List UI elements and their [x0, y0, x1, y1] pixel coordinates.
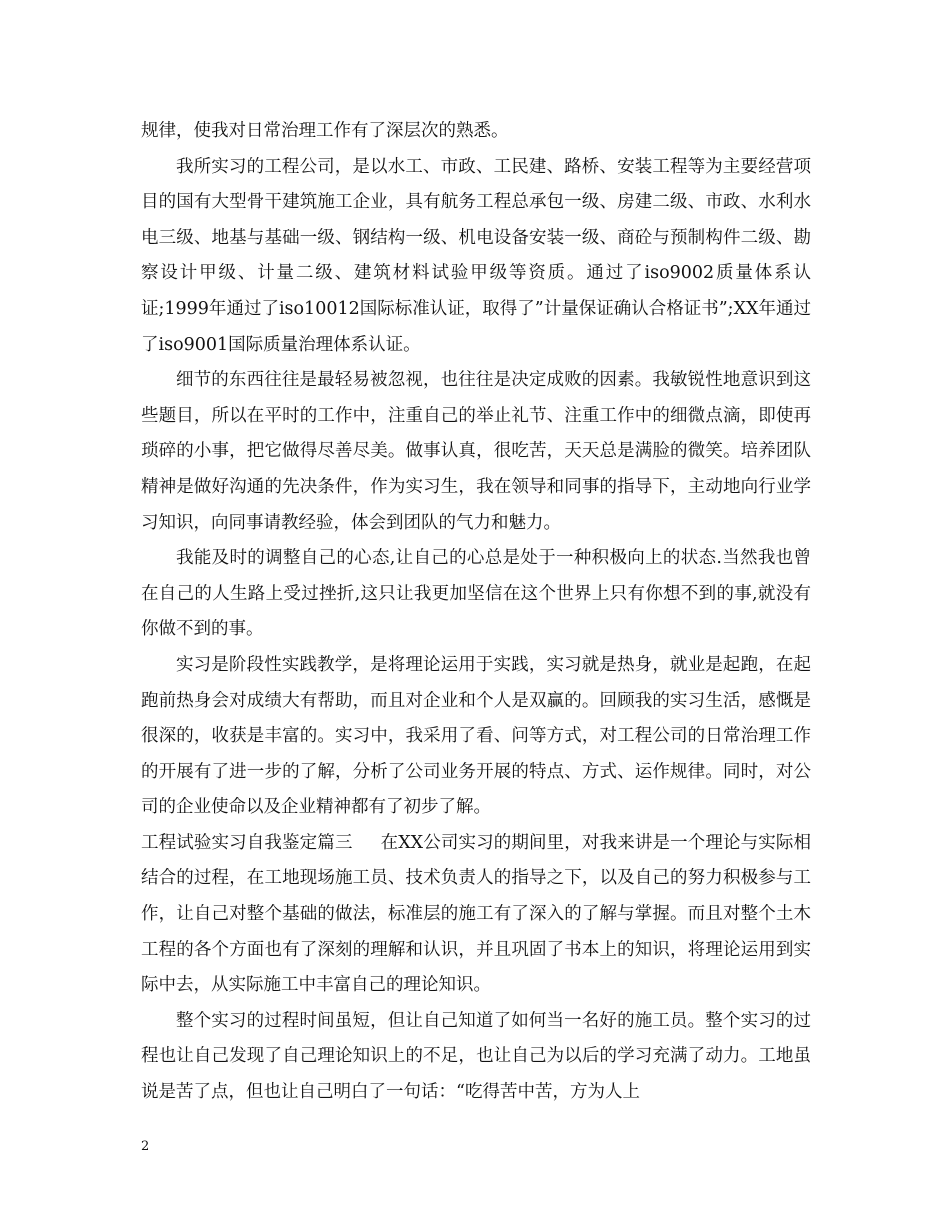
paragraph-attitude: 我能及时的调整自己的心态,让自己的心总是处于一种积极向上的状态.当然我也曾在自己的人生路上受过挫折,这只让我更加坚信在这个世界上只有你想不到的事,就没有你做不到的事。	[141, 548, 811, 640]
paragraph-section-three	[141, 826, 811, 1004]
document-body	[141, 114, 811, 1111]
paragraph-closing: 整个实习的过程时间虽短，但让自己知道了如何当一名好的施工员。整个实习的过程也让自己发现了自己理论知识上的不足，也让自己为以后的学习充满了动力。工地虽说是苦了点，但也让自己明白了一句话：“吃得苦中苦，方为人上	[141, 1010, 811, 1103]
section-body-text: 在XX公司实习的期间里，对我来讲是一个理论与实际相结合的过程，在工地现场施工员、技术负责人的指导之下，以及自己的努力积极参与工作，让自己对整个基础的做法，标准层的施工有了深入的了解与掌握。而且对整个土木工程的各个方面也有了深刻的理解和认识，并且巩固了书本上的知识，将理论运用到实际中去，从实际施工中丰富自己的理论知识。	[141, 832, 812, 996]
paragraph-company-profile: 我所实习的工程公司，是以水工、市政、工民建、路桥、安装工程等为主要经营项目的国有大型骨干建筑施工企业，具有航务工程总承包一级、房建二级、市政、水利水电三级、地基与基础一级、钢结构一级、机电设备安装一级、商砼与预制构件二级、勘察设计甲级、计量二级、建筑材料试验甲级等资质。通过了iso9002质量体系认证;1999年通过了iso10012国际标准认证，取得了”计量保证确认合格证书”;XX年通过了iso9001国际质量治理体系认证。	[141, 156, 811, 355]
page-number: 2	[141, 1139, 150, 1154]
paragraph-continuation: 规律，使我对日常治理工作有了深层次的熟悉。	[141, 121, 509, 141]
paragraph-details: 细节的东西往往是最轻易被忽视，也往往是决定成败的因素。我敏锐性地意识到这些题目，所以在平时的工作中，注重自己的举止礼节、注重工作中的细微点滴，即使再琐碎的小事，把它做得尽善尽美。做事认真，很吃苦，天天总是满脸的微笑。培养团队精神是做好沟通的先决条件，作为实习生，我在领导和同事的指导下，主动地向行业学习知识，向同事请教经验，体会到团队的气力和魅力。	[141, 370, 811, 533]
paragraph-internship-summary: 实习是阶段性实践教学，是将理论运用于实践，实习就是热身，就业是起跑，在起跑前热身会对成绩大有帮助，而且对企业和个人是双赢的。回顾我的实习生活，感慨是很深的，收获是丰富的。实习中，我采用了看、问等方式，对工程公司的日常治理工作的开展有了进一步的了解，分析了公司业务开展的特点、方式、运作规律。同时，对公司的企业使命以及企业精神都有了初步了解。	[141, 654, 811, 818]
section-heading: 工程试验实习自我鉴定篇三	[141, 832, 353, 853]
